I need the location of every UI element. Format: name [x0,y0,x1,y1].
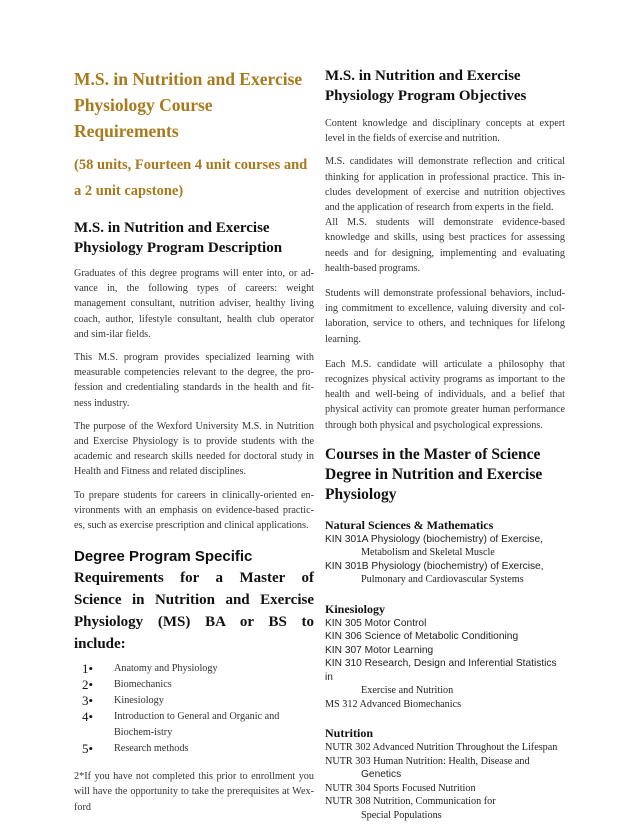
objectives-heading: M.S. in Nutrition and Exercise Physiology Program Objectives [325,68,527,104]
requirements-list [74,661,314,757]
description-heading: M.S. in Nutrition and Exercise Physiology Program Description [74,220,283,256]
course-nutr-302: NUTR 302 Advanced Nutrition Throughout the Lifespan [325,742,558,754]
course-kin-301b: KIN 301B Physiology (biochemistry) of Exercise, [325,560,544,572]
list-item: 3• Kinesiology [82,693,164,709]
course-nutr-304: NUTR 304 Sports Focused Nutrition [325,782,476,794]
description-paragraph-4: To prepare students for careers in clinically-oriented en-vironments with an emphasis on evidence-based practic-es, such as exercise prescription and clinical applications. [74,489,314,532]
nutrition-heading: Nutrition [325,726,373,741]
course-kin-301b-cont: Pulmonary and Cardiovascular Systems [361,574,524,586]
list-item: 4• Introduction to General and Organic and Biochem-istry [82,709,280,739]
right-column [325,66,565,822]
course-ms-312: MS 312 Advanced Biomechanics [325,698,462,710]
description-paragraph-3: The purpose of the Wexford University M.S. in Nutrition and Exercise Physiology is to provide students with the academic and research skills needed for doctoral study in Health and Fitness and related disciplines. [74,420,314,478]
course-kin-310: KIN 310 Research, Design and Inferential Statistics in [325,658,557,683]
course-kin-306: KIN 306 Science of Metabolic Conditioning [325,631,519,643]
objective-2: M.S. candidates will demonstrate reflection and critical thinking for application in professional practice. This in-cludes development of exercise and nutrition objectives and the application of research from experts in the field. [325,156,565,214]
course-kin-301a-cont: Metabolism and Skeletal Muscle [361,547,495,559]
course-kin-305: KIN 305 Motor Control [325,617,427,629]
objective-5: Each M.S. candidate will articulate a philosophy that recognizes physical activity programs as important to the health and well-being of individuals, and a belief that physical activity can promote greater human performance through both physical and psychological expressions. [325,358,565,431]
list-item: 2• Biomechanics [82,677,172,693]
degree-heading-line1: Degree Program Specific [74,548,253,566]
prerequisite-note: 2*If you have not completed this prior to enrollment you will have the opportunity to take the prerequisites at Wex-ford [74,771,314,813]
kinesiology-heading: Kinesiology [325,601,386,616]
course-kin-307: KIN 307 Motor Learning [325,644,434,656]
list-item: 5• Research methods [82,741,189,757]
courses-heading: Courses in the Master of Science Degree in Nutrition and Exercise Physiology [325,445,543,503]
left-column [74,66,314,815]
course-nutr-308-cont: Special Populations [361,809,442,821]
objective-1: Content knowledge and disciplinary concepts at expert level in the fields of exercise and nutrition. [325,118,565,145]
units-summary: (58 units, Fourteen 4 unit courses and a 2 unit capstone) [74,157,308,199]
course-nutr-308: NUTR 308 Nutrition, Communication for [325,796,496,808]
course-nutr-303-cont: Genetics [361,769,402,781]
degree-requirements-heading [74,547,314,655]
objective-3: All M.S. students will demonstrate evidence-based knowledge and skills, using best practices for assessing needs and for designing, implementing and evaluating health-based programs. [325,217,565,274]
course-kin-310-cont: Exercise and Nutrition [361,685,454,697]
description-paragraph-2: This M.S. program provides specialized learning with measurable competencies relevant to the degree, the pro-fession and credentialing standards in the health and fit-ness industry. [74,352,314,409]
course-nutr-303: NUTR 303 Human Nutrition: Health, Disease and [325,755,530,767]
natural-sciences-heading: Natural Sciences & Mathematics [325,517,494,532]
list-item: 1• Anatomy and Physiology [82,661,218,677]
degree-heading-rest: Requirements for a Master of Science in Nutrition and Exercise Physiology (MS) BA or BS to include: [74,570,314,653]
description-paragraph-1: Graduates of this degree programs will enter into, or ad-vance in, the following types of careers: weight management consultant, nutrition adviser, healthy living coach, author, lifestyle consultant, health club operator and sim-ilar fields. [74,268,314,340]
page-title: M.S. in Nutrition and Exercise Physiology Course Requirements [74,69,303,141]
objective-4: Students will demonstrate professional behaviors, includ-ing commitment to excellence, valuing diversity and col-laboration, service to others, and techniques for lifelong learning. [325,288,565,345]
course-kin-301a: KIN 301A Physiology (biochemistry) of Exercise, [325,533,543,545]
